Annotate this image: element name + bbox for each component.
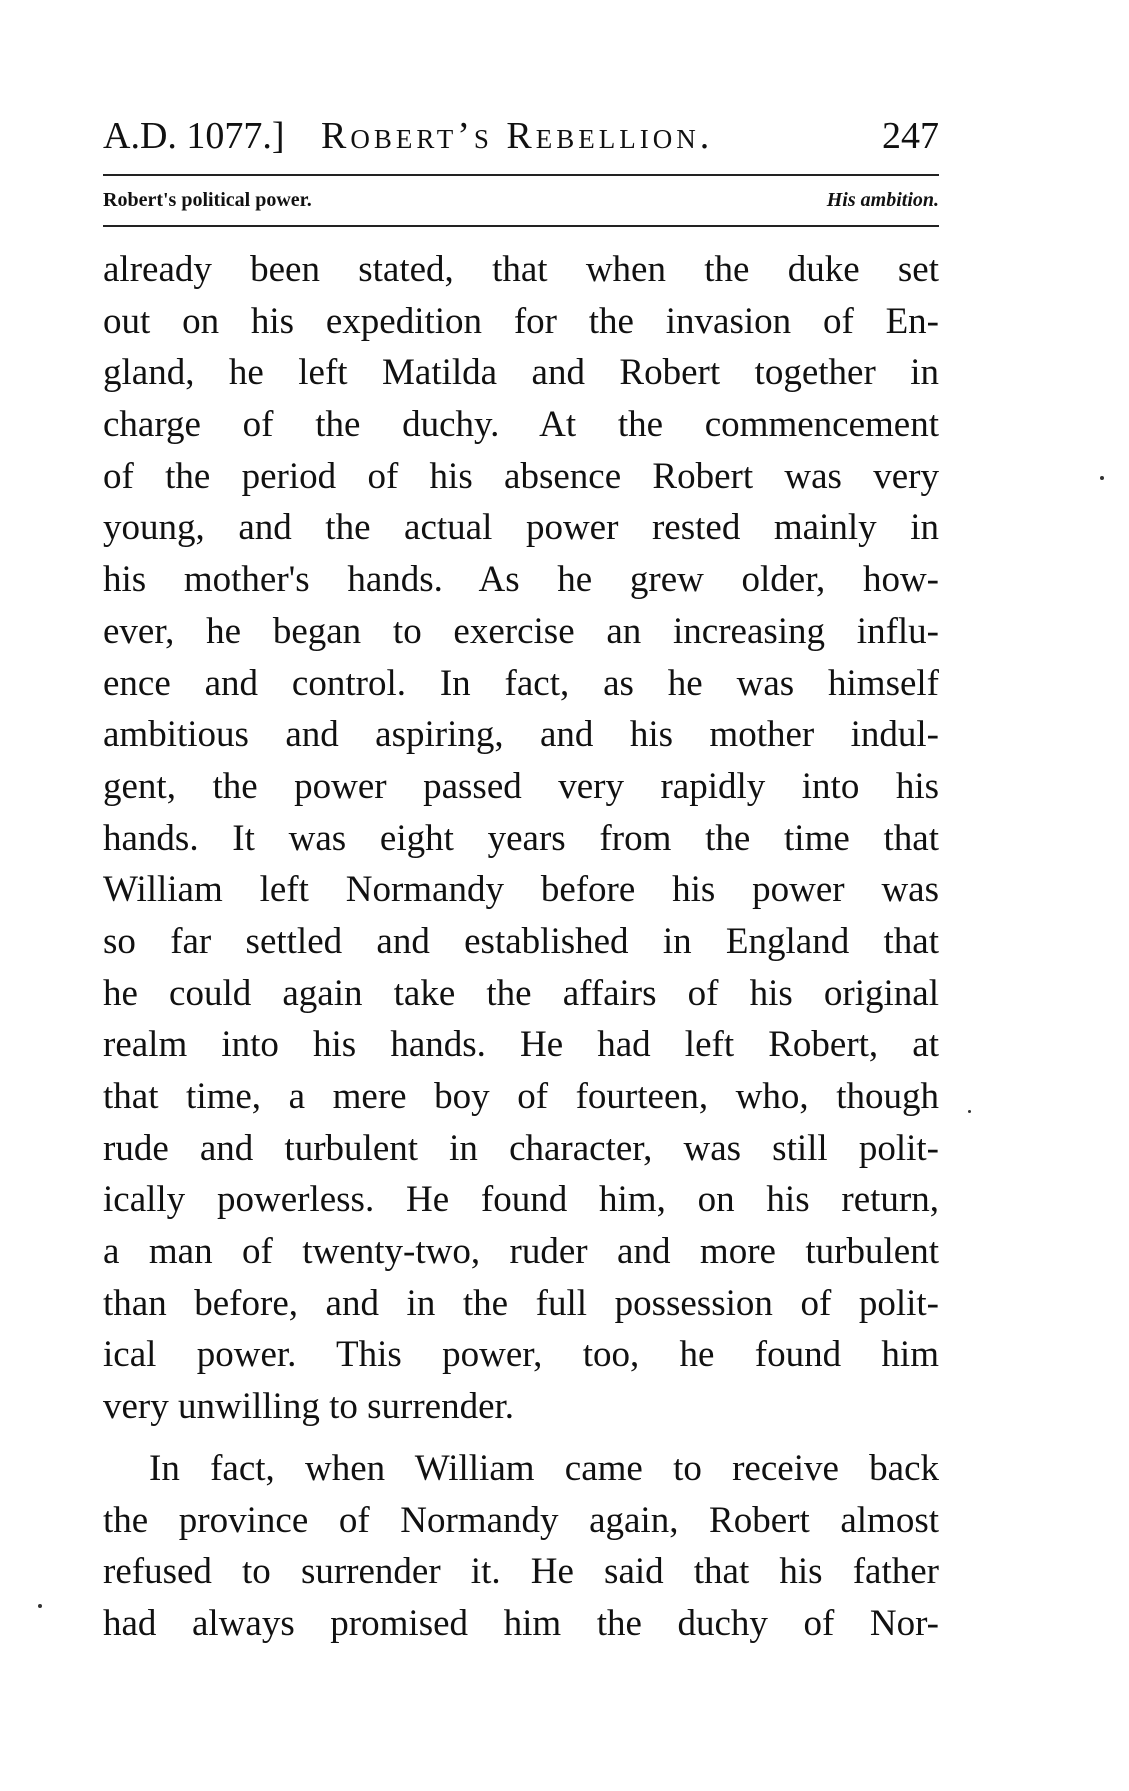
paragraph-1	[103, 244, 939, 1433]
text-line: very unwilling to surrender.	[103, 1386, 515, 1428]
page-number: 247	[882, 115, 939, 157]
sidenote-left: Robert's political power.	[103, 189, 312, 211]
text-line: In fact, when William came to receive back	[149, 1447, 939, 1489]
text-line: gent, the power passed very rapidly into his	[103, 765, 939, 807]
text-line: realm into his hands. He had left Robert, at	[103, 1024, 939, 1066]
sidenote-right: His ambition.	[826, 189, 939, 211]
ink-speck	[968, 1110, 971, 1113]
ink-speck	[38, 1604, 42, 1608]
text-line: refused to surrender it. He said that his father	[103, 1551, 939, 1593]
text-line: than before, and in the full possession of polit-	[103, 1282, 939, 1324]
text-line: rude and turbulent in character, was still polit-	[103, 1127, 939, 1169]
chapter-title: Robert’s Rebellion.	[321, 115, 714, 157]
text-line: out on his expedition for the invasion of En-	[103, 300, 939, 342]
text-line: ever, he began to exercise an increasing influ-	[103, 610, 939, 652]
sidenote-rule	[103, 225, 939, 227]
paragraph-2	[103, 1443, 939, 1650]
text-line: charge of the duchy. At the commencement	[103, 404, 939, 446]
body-text	[103, 244, 939, 1650]
header-date: A.D. 1077.]	[103, 115, 285, 157]
text-line: gland, he left Matilda and Robert together in	[103, 352, 939, 394]
text-line: his mother's hands. As he grew older, how-	[103, 559, 939, 601]
header-rule	[103, 174, 939, 176]
running-head	[103, 108, 939, 164]
sidenote-bar	[103, 185, 939, 215]
text-line: already been stated, that when the duke set	[103, 249, 939, 290]
text-line: he could again take the affairs of his original	[103, 972, 939, 1014]
text-line: ambitious and aspiring, and his mother indul-	[103, 714, 939, 756]
text-line: young, and the actual power rested mainly in	[103, 507, 939, 549]
text-line: so far settled and established in England that	[103, 920, 939, 962]
text-line: William left Normandy before his power was	[103, 869, 939, 911]
text-line: a man of twenty-two, ruder and more turbulent	[103, 1231, 939, 1273]
ink-speck	[1100, 476, 1104, 480]
text-line: the province of Normandy again, Robert almost	[103, 1499, 939, 1541]
text-line: of the period of his absence Robert was very	[103, 455, 939, 497]
text-line: that time, a mere boy of fourteen, who, though	[103, 1076, 939, 1117]
text-line: ically powerless. He found him, on his return,	[103, 1179, 939, 1221]
text-line: had always promised him the duchy of Nor-	[103, 1602, 939, 1644]
text-line: ical power. This power, too, he found him	[103, 1334, 939, 1376]
text-line: ence and control. In fact, as he was himself	[103, 662, 939, 704]
text-line: hands. It was eight years from the time that	[103, 817, 939, 859]
